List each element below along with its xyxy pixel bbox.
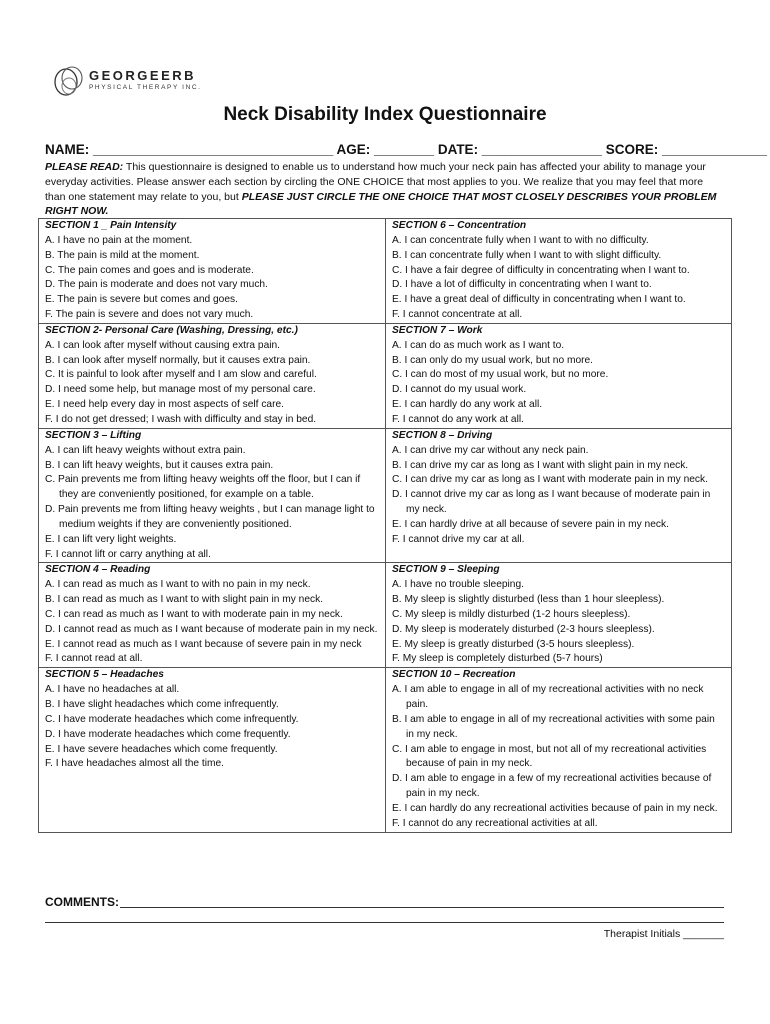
answer-option[interactable]: F. The pain is severe and does not vary much. xyxy=(45,309,254,321)
answer-option[interactable]: A. I have no headaches at all. xyxy=(45,684,180,696)
section-cell xyxy=(39,668,386,832)
answer-option[interactable]: C. I can read as much as I want to with moderate pain in my neck. xyxy=(45,608,343,620)
answer-option[interactable]: F. I cannot drive my car at all. xyxy=(392,533,525,545)
instructions-lead: PLEASE READ: xyxy=(45,161,124,173)
section-cell xyxy=(386,668,732,832)
answer-option[interactable]: B. I am able to engage in all of my recreational activities with some pain in my neck. xyxy=(392,713,715,740)
answer-option[interactable]: C. My sleep is mildly disturbed (1-2 hours sleepless). xyxy=(392,608,631,620)
answer-option[interactable]: C. I am able to engage in most, but not all of my recreational activities because of pain in my neck. xyxy=(392,743,707,770)
answer-option[interactable]: F. I cannot do any work at all. xyxy=(392,413,524,425)
therapist-initials[interactable]: Therapist Initials _______ xyxy=(603,928,724,940)
answer-option[interactable]: E. I can hardly drive at all because of severe pain in my neck. xyxy=(392,518,669,530)
comments-line-2[interactable] xyxy=(45,909,724,923)
section-row xyxy=(39,428,732,563)
answer-option[interactable]: D. The pain is moderate and does not vary much. xyxy=(45,279,268,291)
patient-info-fields[interactable]: NAME: ________________________________ AGE: ________ DATE: ________________ SCORE: ______________ xyxy=(45,142,768,157)
answer-option[interactable]: F. I do not get dressed; I wash with difficulty and stay in bed. xyxy=(45,413,317,425)
answer-option[interactable]: A. I can do as much work as I want to. xyxy=(392,339,565,351)
comments-line[interactable] xyxy=(120,894,724,908)
section-cell xyxy=(386,219,732,324)
answer-option[interactable]: E. I need help every day in most aspects of self care. xyxy=(45,399,284,411)
section-cell xyxy=(386,323,732,428)
section-title: SECTION 10 – Recreation xyxy=(392,669,516,681)
answer-option[interactable]: E. I can hardly do any work at all. xyxy=(392,399,543,411)
answer-option[interactable]: F. I have headaches almost all the time. xyxy=(45,758,224,770)
answer-option[interactable]: B. I can look after myself normally, but it causes extra pain. xyxy=(45,354,311,366)
answer-option[interactable]: C. Pain prevents me from lifting heavy weights off the floor, but I can if they are conveniently positioned, for example on a table. xyxy=(45,474,361,501)
answer-option[interactable]: B. I can lift heavy weights, but it causes extra pain. xyxy=(45,459,274,471)
answer-option[interactable]: D. I cannot do my usual work. xyxy=(392,384,527,396)
answer-option[interactable]: F. I cannot do any recreational activities at all. xyxy=(392,817,598,829)
answer-option[interactable]: F. My sleep is completely disturbed (5-7 hours) xyxy=(392,653,603,665)
answer-option[interactable]: B. I can read as much as I want to with slight pain in my neck. xyxy=(45,594,324,606)
section-cell xyxy=(386,428,732,563)
logo-rings-icon xyxy=(52,64,88,98)
comments-label: COMMENTS: xyxy=(45,895,119,909)
answer-option[interactable]: D. Pain prevents me from lifting heavy weights , but I can manage light to medium weights if they are conveniently positioned. xyxy=(45,504,375,530)
answer-option[interactable]: A. I am able to engage in all of my recreational activities with no neck pain. xyxy=(392,684,704,710)
answer-option[interactable]: F. I cannot concentrate at all. xyxy=(392,309,523,321)
section-cell xyxy=(39,428,386,563)
logo-subtitle: PHYSICAL THERAPY INC. xyxy=(89,84,202,91)
answer-option[interactable]: A. I have no pain at the moment. xyxy=(45,234,193,246)
section-title: SECTION 7 – Work xyxy=(392,324,483,336)
answer-option[interactable]: E. I can hardly do any recreational activities because of pain in my neck. xyxy=(392,802,718,814)
answer-option[interactable]: A. I can drive my car without any neck pain. xyxy=(392,444,589,456)
answer-option[interactable]: C. The pain comes and goes and is moderate. xyxy=(45,264,254,276)
section-cell xyxy=(39,219,386,324)
answer-option[interactable]: E. I can lift very light weights. xyxy=(45,533,177,545)
answer-option[interactable]: B. I have slight headaches which come infrequently. xyxy=(45,699,279,710)
section-row xyxy=(39,563,732,668)
section-title: SECTION 4 – Reading xyxy=(45,564,151,576)
answer-option[interactable]: C. I have a fair degree of difficulty in concentrating when I want to. xyxy=(392,264,690,276)
instructions-emphasis: PLEASE JUST CIRCLE THE ONE CHOICE THAT MOST CLOSELY DESCRIBES YOUR PROBLEM RIGHT NOW. xyxy=(45,190,717,218)
instructions-text: This questionnaire is designed to enable us to understand how much your neck pain has affected your ability to manage your everyday activities. Please answer each section by circling the ONE CHOICE that most applies to you. We realize that you may feel that more than one statement may relate to you, but xyxy=(45,161,706,203)
logo-name: GEORGEERB xyxy=(89,68,197,83)
answer-option[interactable]: C. I can do most of my usual work, but no more. xyxy=(392,369,609,381)
answer-option[interactable]: D. I have moderate headaches which come frequently. xyxy=(45,728,291,740)
section-title: SECTION 1 _ Pain Intensity xyxy=(45,220,177,231)
answer-option[interactable]: F. I cannot lift or carry anything at all. xyxy=(45,548,211,560)
instructions xyxy=(45,160,725,219)
answer-option[interactable]: E. My sleep is greatly disturbed (3-5 hours sleepless). xyxy=(392,638,635,650)
answer-option[interactable]: D. I need some help, but manage most of my personal care. xyxy=(45,384,316,396)
company-logo xyxy=(52,64,242,104)
answer-option[interactable]: D. My sleep is moderately disturbed (2-3 hours sleepless). xyxy=(392,623,655,635)
section-row xyxy=(39,219,732,324)
answer-option[interactable]: E. I have a great deal of difficulty in concentrating when I want to. xyxy=(392,294,686,306)
answer-option[interactable]: B. The pain is mild at the moment. xyxy=(45,249,200,261)
answer-option[interactable]: D. I cannot read as much as I want because of moderate pain in my neck. xyxy=(45,623,378,635)
section-cell xyxy=(39,323,386,428)
answer-option[interactable]: A. I can look after myself without causing extra pain. xyxy=(45,339,280,351)
answer-option[interactable]: D. I am able to engage in a few of my recreational activities because of pain in my neck. xyxy=(392,773,712,800)
section-title: SECTION 2- Personal Care (Washing, Dressing, etc.) xyxy=(45,324,298,336)
answer-option[interactable]: E. The pain is severe but comes and goes. xyxy=(45,294,238,306)
answer-option[interactable]: E. I cannot read as much as I want because of severe pain in my neck xyxy=(45,638,362,650)
answer-option[interactable]: E. I have severe headaches which come frequently. xyxy=(45,743,278,755)
answer-option[interactable]: C. I can drive my car as long as I want with moderate pain in my neck. xyxy=(392,474,708,486)
answer-option[interactable]: B. My sleep is slightly disturbed (less than 1 hour sleepless). xyxy=(392,594,665,606)
section-row xyxy=(39,323,732,428)
section-title: SECTION 3 – Lifting xyxy=(45,429,142,441)
answer-option[interactable]: C. It is painful to look after myself and I am slow and careful. xyxy=(45,369,317,381)
section-title: SECTION 6 – Concentration xyxy=(392,220,527,231)
section-title: SECTION 9 – Sleeping xyxy=(392,564,500,576)
section-cell xyxy=(39,563,386,668)
section-row xyxy=(39,668,732,832)
answer-option[interactable]: A. I can concentrate fully when I want to with no difficulty. xyxy=(392,234,649,246)
sections-table xyxy=(38,218,732,833)
answer-option[interactable]: C. I have moderate headaches which come infrequently. xyxy=(45,713,299,725)
answer-option[interactable]: B. I can drive my car as long as I want with slight pain in my neck. xyxy=(392,459,689,471)
answer-option[interactable]: A. I can lift heavy weights without extra pain. xyxy=(45,444,246,456)
answer-option[interactable]: A. I have no trouble sleeping. xyxy=(392,579,524,591)
answer-option[interactable]: A. I can read as much as I want to with no pain in my neck. xyxy=(45,579,311,591)
section-cell xyxy=(386,563,732,668)
answer-option[interactable]: D. I cannot drive my car as long as I want because of moderate pain in my neck. xyxy=(392,489,711,516)
answer-option[interactable]: F. I cannot read at all. xyxy=(45,653,143,665)
answer-option[interactable]: D. I have a lot of difficulty in concentrating when I want to. xyxy=(392,279,652,291)
section-title: SECTION 8 – Driving xyxy=(392,429,493,441)
answer-option[interactable]: B. I can concentrate fully when I want to with slight difficulty. xyxy=(392,249,662,261)
section-title: SECTION 5 – Headaches xyxy=(45,669,164,681)
page-title: Neck Disability Index Questionnaire xyxy=(223,104,547,125)
answer-option[interactable]: B. I can only do my usual work, but no more. xyxy=(392,354,594,366)
